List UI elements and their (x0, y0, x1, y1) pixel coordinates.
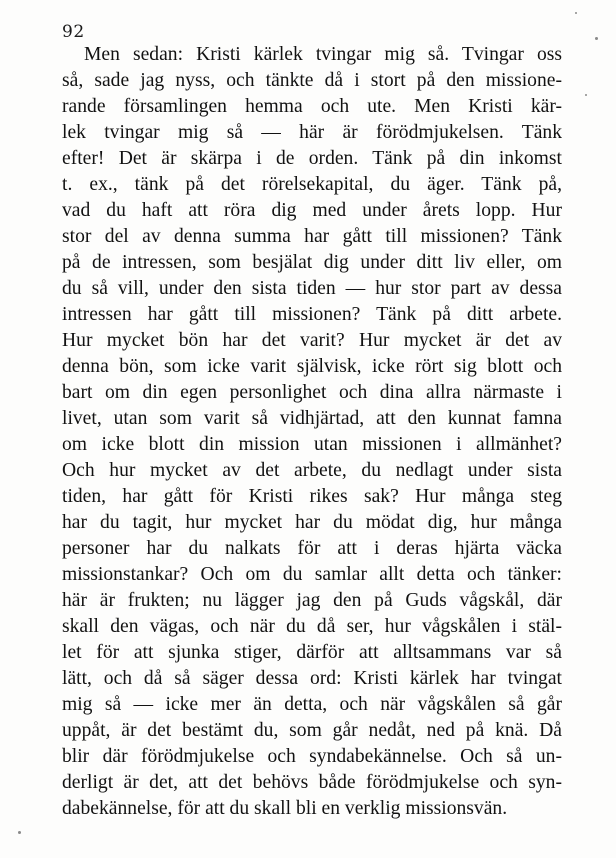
text-line: livet, utan som varit så vidhjärtad, att den kunnat famna (62, 408, 562, 429)
text-line: om icke blott din mission utan missionen i allmänhet? (62, 434, 562, 455)
text-line: blir där förödmjukelse och syndabekännelse. Och så un- (62, 746, 562, 767)
text-line: mig så — icke mer än detta, och när vågskålen så går (62, 694, 562, 715)
scan-speck (595, 37, 598, 40)
text-line: Och hur mycket av det arbete, du nedlagt under sista (62, 460, 562, 481)
text-line: missionstankar? Och om du samlar allt detta och tänker: (62, 564, 562, 585)
text-line: t. ex., tänk på det rörelsekapital, du äger. Tänk på, (62, 174, 562, 195)
text-line: dabekännelse, för att du skall bli en verklig missionsvän. (62, 798, 508, 819)
scan-speck (18, 831, 21, 834)
text-line: personer har du nalkats för att i deras hjärta väcka (62, 538, 562, 559)
text-line: lätt, och då så säger dessa ord: Kristi kärlek har tvingat (62, 668, 562, 689)
text-line: du så vill, under den sista tiden — hur stor part av dessa (62, 278, 562, 299)
text-line: intressen har gått till missionen? Tänk på ditt arbete. (62, 304, 562, 325)
text-line: tiden, har gått för Kristi rikes sak? Hur många steg (62, 486, 562, 507)
body-text (62, 42, 562, 822)
text-line: så, sade jag nyss, och tänkte då i stort på den missione- (62, 70, 562, 91)
scan-speck (575, 12, 577, 14)
text-line: denna bön, som icke varit självisk, icke rört sig blott och (62, 356, 562, 377)
text-line: bart om din egen personlighet och dina allra närmaste i (62, 382, 562, 403)
page-number: 92 (62, 22, 85, 42)
text-line: här är frukten; nu lägger jag den på Guds vågskål, där (62, 590, 562, 611)
text-line: rande församlingen hemma och ute. Men Kristi kär- (62, 96, 562, 117)
text-line: derligt är det, att det behövs både förödmjukelse och syn- (62, 772, 562, 793)
text-line: på de intressen, som besjälat dig under ditt liv eller, om (62, 252, 562, 273)
text-line: let för att sjunka stiger, därför att alltsammans var så (62, 642, 562, 663)
text-line: Hur mycket bön har det varit? Hur mycket är det av (62, 330, 562, 351)
text-line: lek tvingar mig så — här är förödmjukelsen. Tänk (62, 122, 562, 143)
text-line: Men sedan: Kristi kärlek tvingar mig så. Tvingar oss (84, 44, 562, 65)
text-line: stor del av denna summa har gått till missionen? Tänk (62, 226, 562, 247)
text-line: efter! Det är skärpa i de orden. Tänk på din inkomst (62, 148, 562, 169)
text-line: vad du haft att röra dig med under årets lopp. Hur (62, 200, 562, 221)
text-line: har du tagit, hur mycket har du mödat dig, hur många (62, 512, 562, 533)
scan-speck (585, 94, 587, 96)
text-line: uppåt, är det bestämt du, som går nedåt, ned på knä. Då (62, 720, 562, 741)
text-line: skall den vägas, och när du då ser, hur vågskålen i stäl- (62, 616, 562, 637)
